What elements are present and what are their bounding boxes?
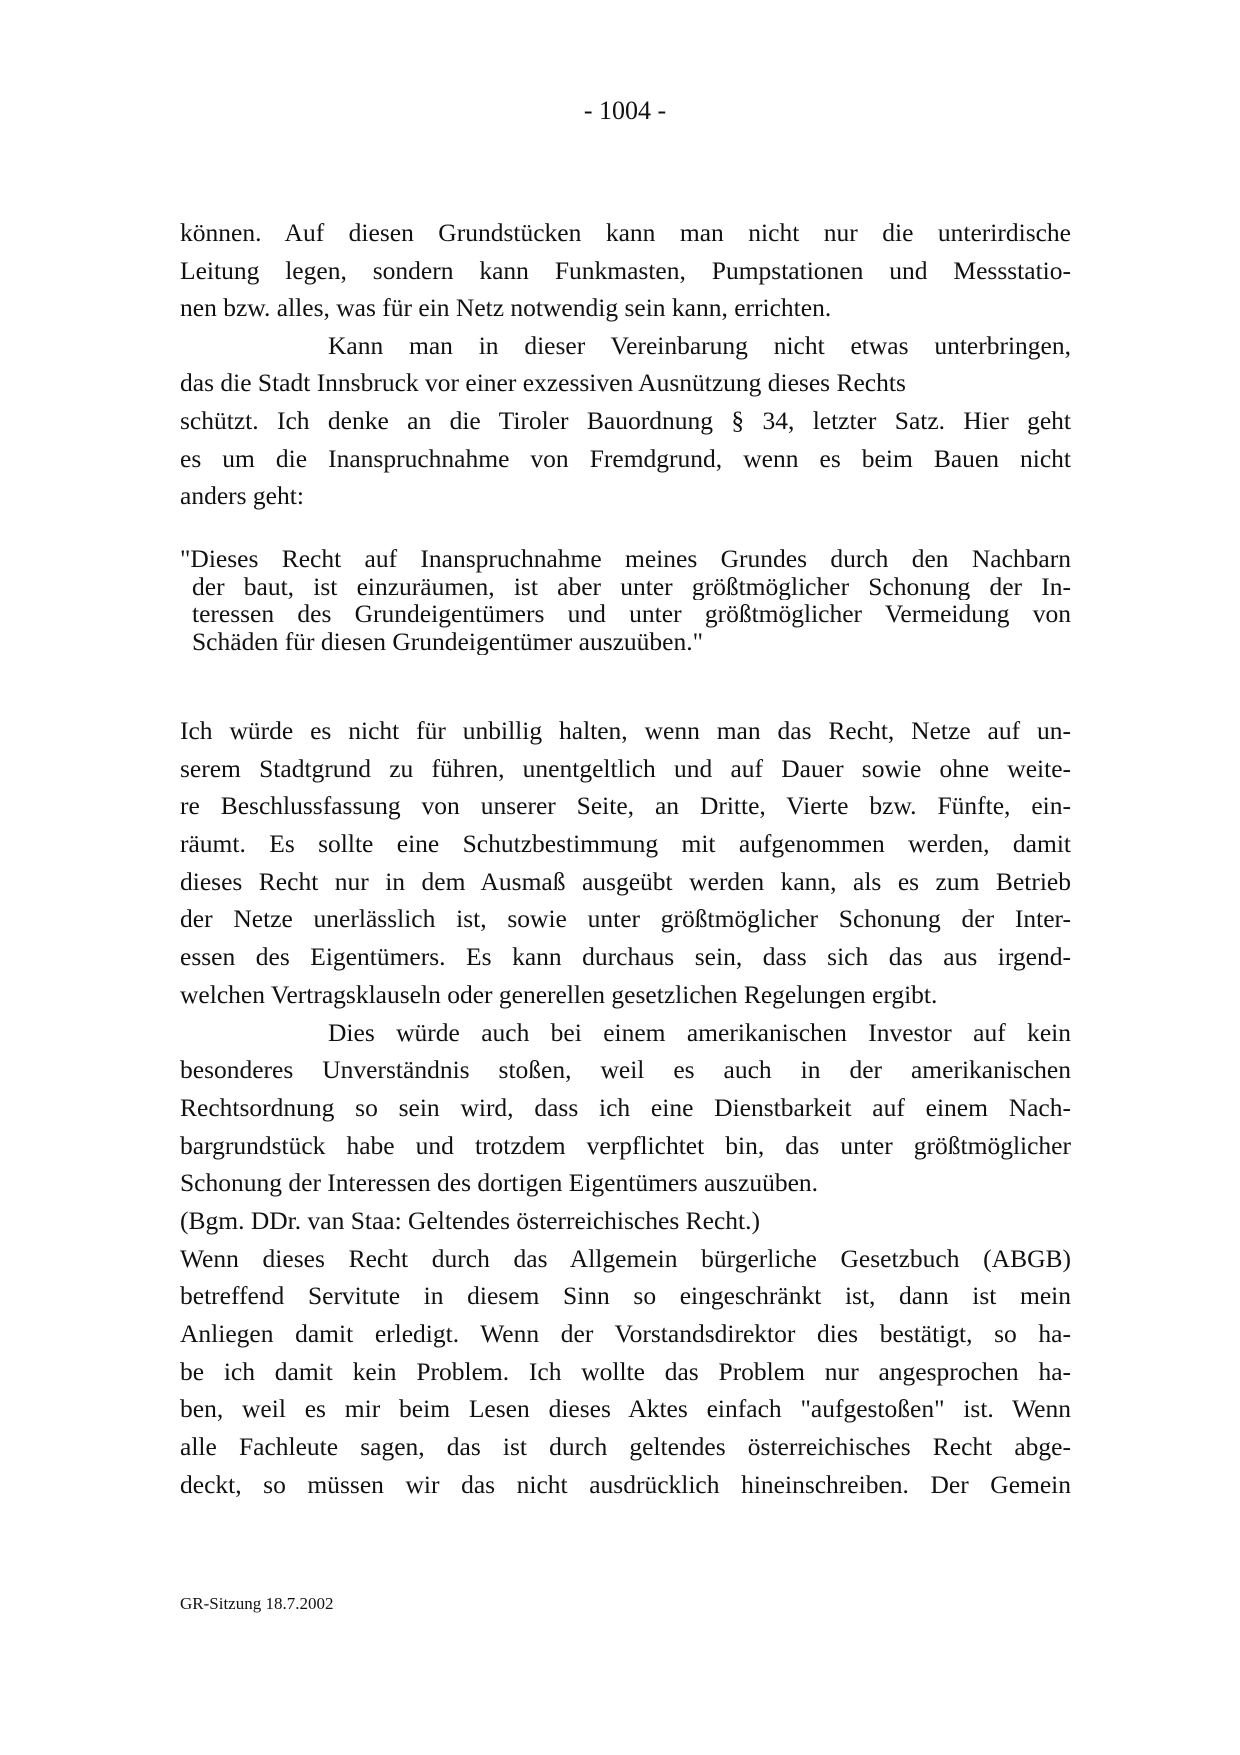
text-line: "Dieses Recht auf Inanspruchnahme meines Grundes durch den Nachbarn	[180, 545, 1071, 573]
text-line: bargrundstück habe und trotzdem verpflichtet bin, das unter größtmöglicher	[180, 1130, 1071, 1160]
text-line: anders geht:	[180, 481, 304, 511]
text-line: teressen des Grundeigentümers und unter größtmöglicher Vermeidung von	[192, 600, 1071, 628]
text-line: Wenn dieses Recht durch das Allgemein bürgerliche Gesetzbuch (ABGB)	[180, 1243, 1071, 1273]
text-line: (Bgm. DDr. van Staa: Geltendes österreichisches Recht.)	[180, 1205, 760, 1235]
paragraph-1	[180, 214, 1071, 515]
paragraph-2	[180, 712, 1071, 1503]
page-number: - 1004 -	[583, 96, 667, 125]
text-line: dieses Recht nur in dem Ausmaß ausgeübt werden kann, als es zum Betrieb	[180, 866, 1071, 896]
text-line: Anliegen damit erledigt. Wenn der Vorstandsdirektor dies bestätigt, so ha-	[180, 1319, 1071, 1348]
quote-block	[180, 545, 1071, 655]
text-line: Kann man in dieser Vereinbarung nicht etwas unterbringen,	[328, 330, 1071, 360]
text-line: re Beschlussfassung von unserer Seite, an Dritte, Vierte bzw. Fünfte, ein-	[180, 791, 1071, 821]
text-line: essen des Eigentümers. Es kann durchaus sein, dass sich das aus irgend-	[180, 942, 1071, 972]
text-line: der baut, ist einzuräumen, ist aber unter größtmöglicher Schonung der In-	[192, 572, 1071, 601]
text-line: Dies würde auch bei einem amerikanischen Investor auf kein	[328, 1017, 1071, 1047]
text-line: der Netze unerlässlich ist, sowie unter größtmöglicher Schonung der Inter-	[180, 904, 1071, 934]
text-line: be ich damit kein Problem. Ich wollte das Problem nur angesprochen ha-	[180, 1356, 1071, 1386]
text-line: Rechtsordnung so sein wird, dass ich eine Dienstbarkeit auf einem Nach-	[180, 1092, 1071, 1122]
footer-session-date: GR-Sitzung 18.7.2002	[180, 1594, 334, 1613]
text-line: betreffend Servitute in diesem Sinn so eingeschränkt ist, dann ist mein	[180, 1281, 1071, 1311]
text-line: es um die Inanspruchnahme von Fremdgrund, wenn es beim Bauen nicht	[180, 443, 1071, 473]
text-line: deckt, so müssen wir das nicht ausdrücklich hineinschreiben. Der Gemein	[180, 1469, 1071, 1499]
text-line: nen bzw. alles, was für ein Netz notwendig sein kann, errichten.	[180, 293, 832, 323]
text-line: Ich würde es nicht für unbillig halten, wenn man das Recht, Netze auf un-	[180, 716, 1071, 745]
text-line: können. Auf diesen Grundstücken kann man nicht nur die unterirdische	[180, 218, 1071, 247]
text-line: schützt. Ich denke an die Tiroler Bauordnung § 34, letzter Satz. Hier geht	[180, 405, 1071, 435]
text-line: räumt. Es sollte eine Schutzbestimmung mit aufgenommen werden, damit	[180, 829, 1071, 859]
text-line: Leitung legen, sondern kann Funkmasten, Pumpstationen und Messstatio-	[180, 255, 1071, 285]
text-line: ben, weil es mir beim Lesen dieses Aktes einfach "aufgestoßen" ist. Wenn	[180, 1394, 1071, 1424]
text-line: das die Stadt Innsbruck vor einer exzessiven Ausnützung dieses Rechts	[180, 368, 906, 398]
text-line: serem Stadtgrund zu führen, unentgeltlich und auf Dauer sowie ohne weite-	[180, 753, 1071, 783]
text-line: alle Fachleute sagen, das ist durch geltendes österreichisches Recht abge-	[180, 1432, 1071, 1462]
text-line: Schäden für diesen Grundeigentümer auszuüben."	[192, 627, 704, 656]
text-line: besonderes Unverständnis stoßen, weil es auch in der amerikanischen	[180, 1055, 1071, 1085]
text-line: Schonung der Interessen des dortigen Eigentümers auszuüben.	[180, 1168, 819, 1198]
text-line: welchen Vertragsklauseln oder generellen gesetzlichen Regelungen ergibt.	[180, 979, 938, 1009]
